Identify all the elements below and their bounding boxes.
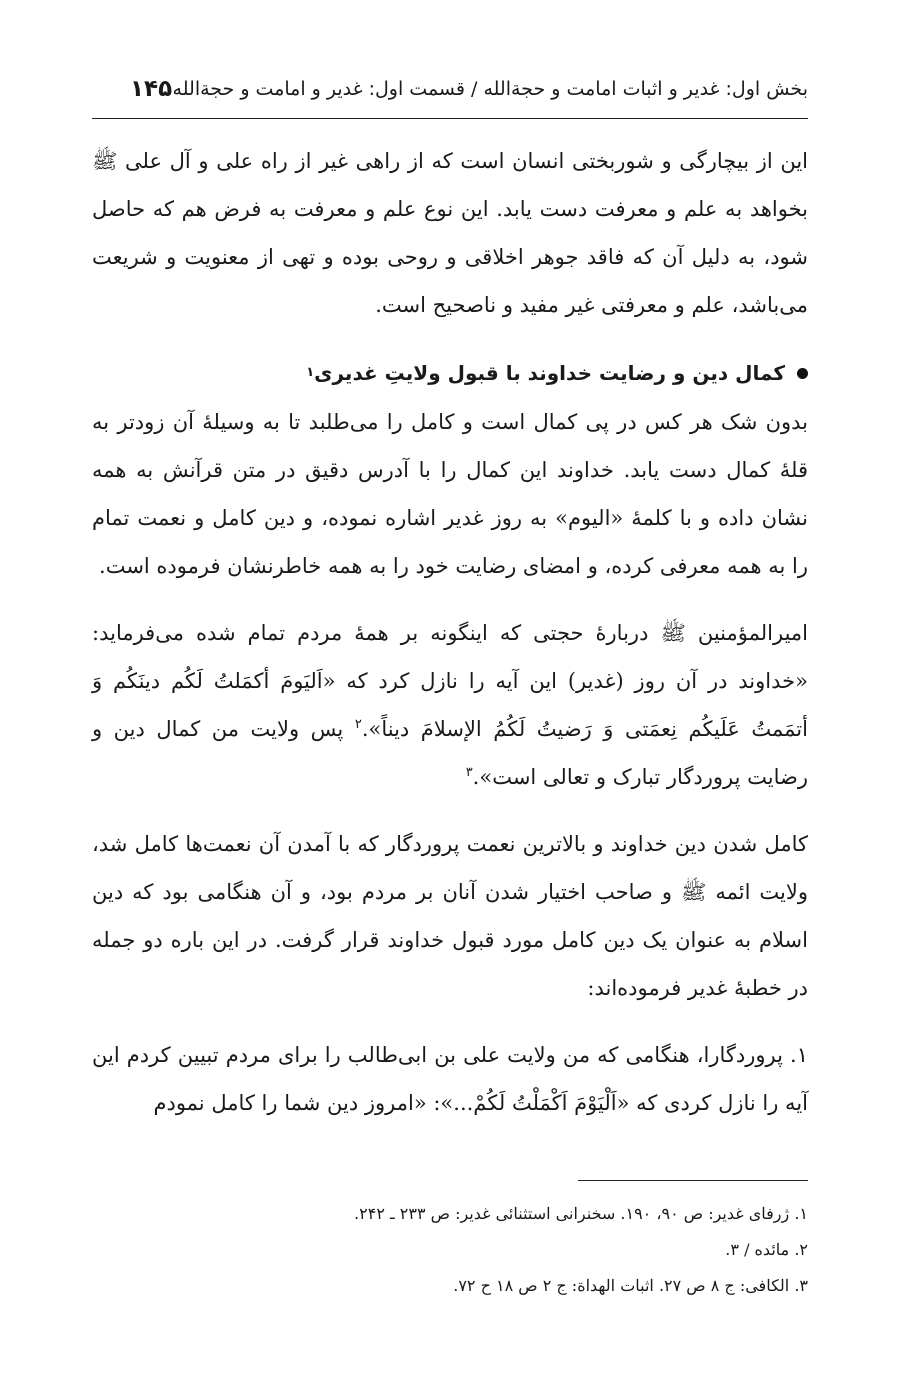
section-heading-text: کمال دین و رضایت خداوند با قبول ولایتِ غدیری — [314, 361, 785, 385]
footnote-rule — [578, 1180, 808, 1181]
page-number: ۱۴۵ — [130, 76, 173, 102]
paragraph-3 — [92, 609, 808, 801]
footnotes — [92, 1196, 808, 1304]
footnote-2: ۲. مائده / ۳. — [725, 1240, 808, 1259]
footnote-1: ۱. ژرفای غدیر: ص ۹۰، ۱۹۰. سخنرانی استثنائی غدیر: ص ۲۳۳ ـ ۲۴۲. — [354, 1204, 808, 1223]
paragraph-3-text-a: امیرالمؤمنین ﷺ دربارهٔ حجتی که اینگونه بر همهٔ مردم تمام شده می‌فرماید: «خداوند در آن روز (غدیر) این آیه را نازل کرد که «اَلیَومَ أکمَلتُ لَکُم دینَکُم وَ أتمَمتُ عَلَیکُم نِعمَتی وَ رَضیتُ لَکُمُ الإسلامَ دیناً». — [92, 621, 808, 741]
running-head: بخش اول: غدیر و اثبات امامت و حجةالله / قسمت اول: غدیر و امامت و حجةالله — [172, 78, 808, 100]
paragraph-1: این از بیچارگی و شوربختی انسان است که از راهی غیر از راه علی و آل علی ﷺ بخواهد به علم و معرفت دست یابد. این نوع علم و معرفت به فرض هم که حاصل شود، به دلیل آن که فاقد جوهر اخلاقی و روحی بوده و تهی از معنویت و شریعت می‌باشد، علم و معرفتی غیر مفید و ناصحیح است. — [92, 149, 808, 317]
footnote-ref-3[interactable]: ۳ — [465, 765, 473, 780]
paragraph-3-text-b: پس ولایت من کمال دین و رضایت پروردگار تبارک و تعالی است». — [92, 717, 808, 789]
header-rule — [92, 118, 808, 119]
main-text — [92, 137, 808, 1146]
footnote-3: ۳. الکافی: ج ۸ ص ۲۷. اثبات الهداة: ج ۲ ص ۱۸ ح ۷۲. — [453, 1276, 808, 1295]
paragraph-4: کامل شدن دین خداوند و بالاترین نعمت پروردگار که با آمدن آن نعمت‌ها کامل شد، ولایت ائمه ﷺ و صاحب اختیار شدن آنان بر مردم بود، و آن هنگامی بود که دین اسلام به عنوان یک دین کامل مورد قبول خداوند قرار گرفت. در این باره دو جمله در خطبهٔ غدیر فرموده‌اند: — [92, 832, 808, 1000]
footnote-ref-2[interactable]: ۲ — [354, 717, 362, 732]
bullet-icon — [797, 368, 808, 379]
paragraph-5: ۱. پروردگارا، هنگامی که من ولایت علی بن ابی‌طالب را برای مردم تبیین کردم این آیه را نازل کردی که «اَلْیَوْمَ اَکْمَلْتُ لَکُمْ...»: «امروز دین شما را کامل نمودم — [92, 1043, 808, 1115]
page-header — [92, 72, 808, 106]
section-heading: کمال دین و رضایت خداوند با قبول ولایتِ غدیری ۱ — [92, 348, 808, 398]
paragraph-2: بدون شک هر کس در پی کمال است و کامل را می‌طلبد تا به وسیلهٔ آن زودتر به قلهٔ کمال دست یابد. خداوند این کمال را با آدرس دقیق در متن قرآنش به همه نشان داده و با کلمهٔ «الیوم» به روز غدیر اشاره نموده، و دین کامل و نعمت تمام را به همه معرفی کرده، و امضای رضایت خود را به همه خاطرنشان فرموده است. — [92, 410, 808, 578]
